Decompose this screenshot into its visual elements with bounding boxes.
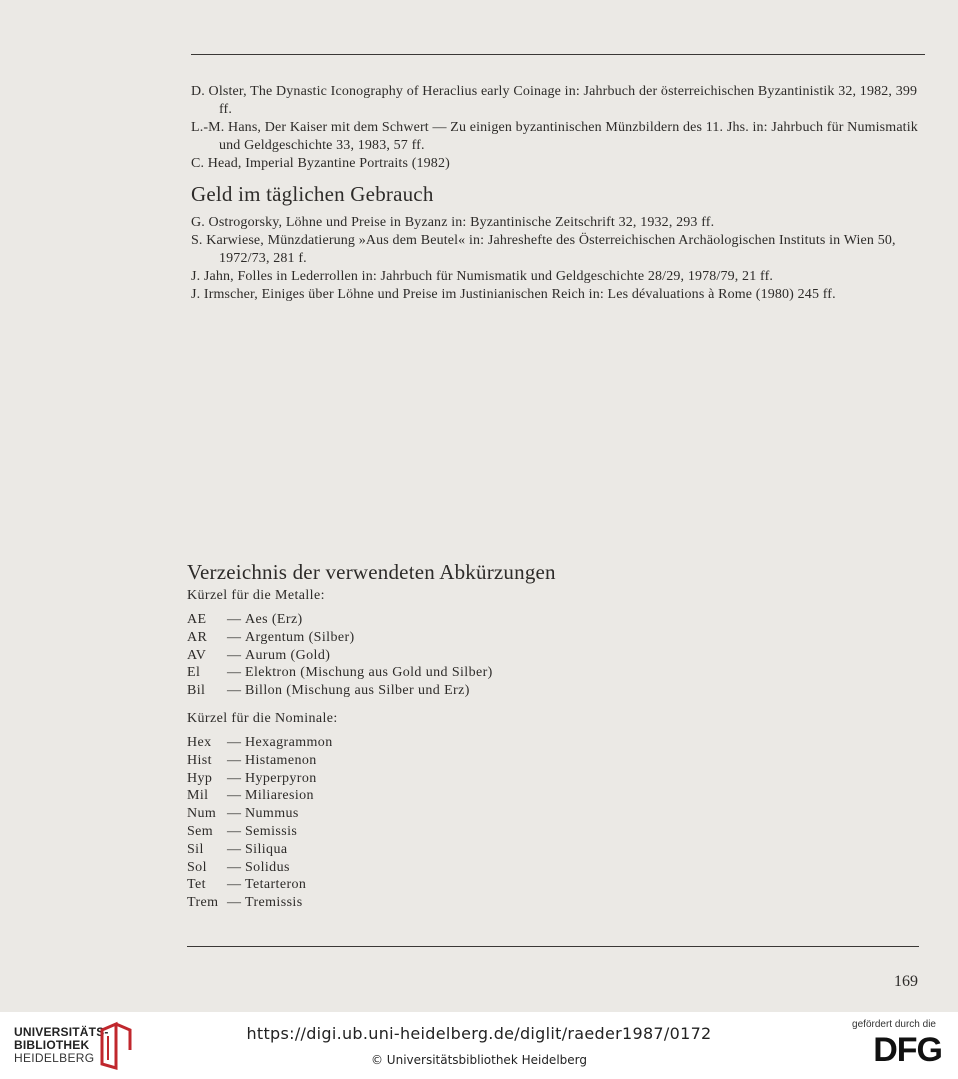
metals-heading: Kürzel für die Metalle: <box>187 588 325 603</box>
abbreviation-dash: — <box>227 877 242 893</box>
abbreviation-code: Hex <box>187 735 212 750</box>
abbreviation-row <box>187 752 333 770</box>
reference-list-1 <box>191 83 926 173</box>
abbreviation-code: AV <box>187 647 207 663</box>
reference-list-2 <box>191 214 926 304</box>
abbreviation-meaning: Histamenon <box>245 752 317 768</box>
abbreviation-dash: — <box>227 683 242 699</box>
metals-list <box>187 611 493 700</box>
abbreviation-code: Mil <box>187 788 209 804</box>
abbreviation-meaning: Aurum (Gold) <box>245 647 331 663</box>
abbreviation-row <box>187 770 333 788</box>
abbreviation-meaning: Aes (Erz) <box>245 612 303 627</box>
funding-note: gefördert durch die <box>852 1019 936 1030</box>
abbreviation-dash: — <box>227 823 242 839</box>
abbreviation-dash: — <box>227 788 242 804</box>
abbreviation-meaning: Siliqua <box>245 841 288 857</box>
abbreviation-row <box>187 805 333 823</box>
abbreviation-code: Bil <box>187 683 206 699</box>
abbreviation-code: Num <box>187 806 217 822</box>
abbreviation-row <box>187 859 333 877</box>
abbreviation-row <box>187 823 333 841</box>
abbreviation-row <box>187 682 493 700</box>
abbreviation-meaning: Hexagrammon <box>245 735 333 750</box>
abbreviation-dash: — <box>227 806 242 822</box>
abbreviation-dash: — <box>227 665 242 681</box>
abbreviation-row <box>187 611 493 629</box>
reference-entry: D. Olster, The Dynastic Iconography of Heraclius early Coinage in: Jahrbuch der österreichischen Byzantinistik 32, 1982, 399 ff. <box>191 84 918 117</box>
abbreviation-code: Hist <box>187 752 212 768</box>
abbreviation-row <box>187 876 333 894</box>
nominals-list <box>187 734 333 912</box>
abbreviation-code: Sil <box>187 841 204 857</box>
top-rule <box>191 54 925 55</box>
abbreviation-row <box>187 787 333 805</box>
reference-entry: L.-M. Hans, Der Kaiser mit dem Schwert — Zu einigen byzantinischen Münzbildern des 11. Jhs. in: Jahrbuch für Numismatik und Geldgeschichte 33, 1983, 57 ff. <box>191 120 918 153</box>
reference-entry: J. Irmscher, Einiges über Löhne und Preise im Justinianischen Reich in: Les dévaluations à Rome (1980) 245 ff. <box>191 287 836 302</box>
abbreviation-meaning: Tremissis <box>245 895 303 911</box>
library-name-line: UNIVERSITÄTS- <box>14 1025 109 1039</box>
permalink-url[interactable]: https://digi.ub.uni-heidelberg.de/diglit/raeder1987/0172 <box>246 1024 712 1043</box>
library-name-line: HEIDELBERG <box>14 1051 95 1065</box>
abbreviation-dash: — <box>227 629 242 645</box>
reference-entry: S. Karwiese, Münzdatierung »Aus dem Beutel« in: Jahreshefte des Österreichischen Archäologischen Instituts in Wien 50, 1972/73, 281 f. <box>191 233 896 266</box>
nominals-heading: Kürzel für die Nominale: <box>187 711 338 726</box>
abbreviation-dash: — <box>227 895 242 911</box>
abbreviation-code: Sol <box>187 859 207 875</box>
viewer-footer <box>0 1012 958 1079</box>
page-number: 169 <box>894 973 918 990</box>
abbreviation-meaning: Hyperpyron <box>245 770 317 786</box>
reference-entry: G. Ostrogorsky, Löhne und Preise in Byzanz in: Byzantinische Zeitschrift 32, 1932, 293 ff. <box>191 215 715 230</box>
abbreviation-row <box>187 894 333 912</box>
abbreviations-title: Verzeichnis der verwendeten Abkürzungen <box>187 560 556 584</box>
abbreviation-row <box>187 647 493 665</box>
section-title: Geld im täglichen Gebrauch <box>191 182 434 206</box>
copyright-notice: © Universitätsbibliothek Heidelberg <box>370 1053 587 1067</box>
abbreviation-row <box>187 664 493 682</box>
abbreviation-row <box>187 629 493 647</box>
abbreviation-meaning: Tetarteron <box>245 877 307 893</box>
abbreviation-dash: — <box>227 647 242 663</box>
abbreviation-code: Tet <box>187 877 206 893</box>
abbreviation-dash: — <box>227 735 242 750</box>
abbreviation-code: El <box>187 665 201 681</box>
abbreviation-row <box>187 734 333 752</box>
abbreviation-meaning: Elektron (Mischung aus Gold und Silber) <box>245 665 493 681</box>
abbreviation-meaning: Miliaresion <box>245 788 314 804</box>
reference-entry: C. Head, Imperial Byzantine Portraits (1982) <box>191 156 450 171</box>
abbreviation-meaning: Semissis <box>245 823 298 839</box>
abbreviation-row <box>187 841 333 859</box>
reference-entry: J. Jahn, Folles in Lederrollen in: Jahrbuch für Numismatik und Geldgeschichte 28/29, 1978/79, 21 ff. <box>191 269 774 284</box>
abbreviation-code: Trem <box>187 895 219 911</box>
abbreviation-meaning: Argentum (Silber) <box>245 629 355 645</box>
abbreviation-dash: — <box>227 752 242 768</box>
abbreviation-code: Hyp <box>187 770 213 786</box>
abbreviation-dash: — <box>227 859 242 875</box>
abbreviation-dash: — <box>227 770 242 786</box>
abbreviation-meaning: Solidus <box>245 859 290 875</box>
abbreviation-meaning: Nummus <box>245 806 299 822</box>
abbreviation-code: Sem <box>187 823 214 839</box>
abbreviation-code: AR <box>187 629 208 645</box>
abbreviation-meaning: Billon (Mischung aus Silber und Erz) <box>245 683 470 699</box>
dfg-logo[interactable]: DFG <box>873 1031 942 1069</box>
library-name-line: BIBLIOTHEK <box>14 1038 90 1052</box>
abbreviation-dash: — <box>227 841 242 857</box>
abbreviation-code: AE <box>187 612 207 627</box>
abbreviation-dash: — <box>227 612 242 627</box>
bottom-rule <box>187 946 919 947</box>
